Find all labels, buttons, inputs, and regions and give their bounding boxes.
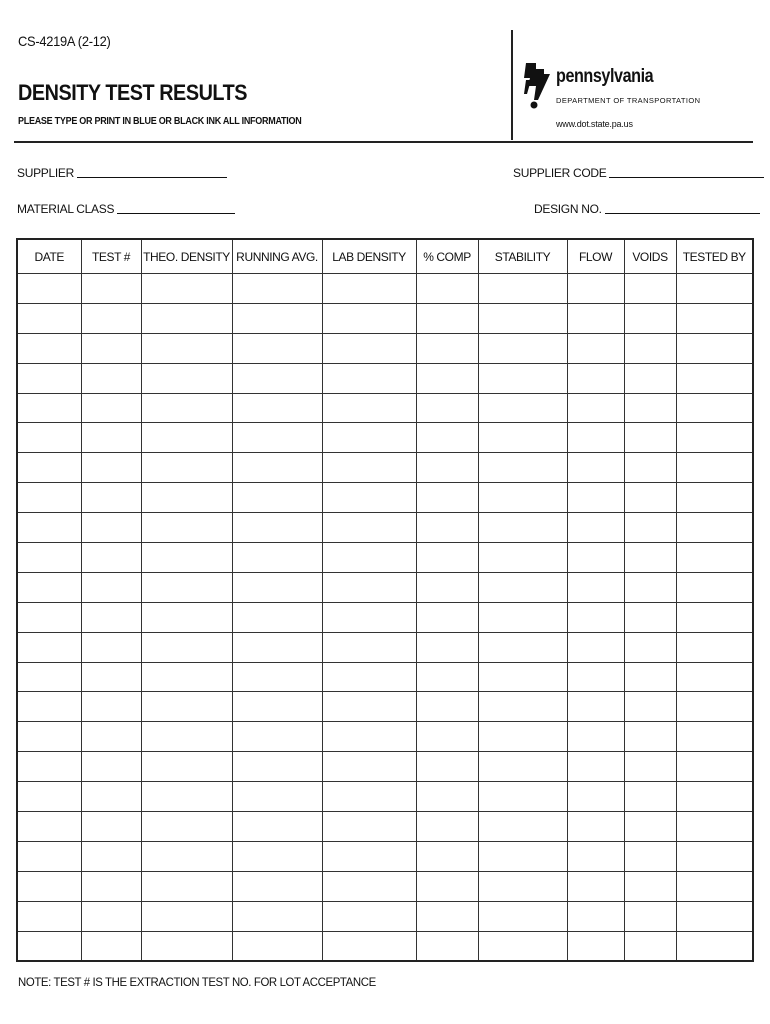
- table-cell[interactable]: [624, 393, 676, 423]
- table-cell[interactable]: [676, 333, 753, 363]
- table-row: [17, 483, 753, 513]
- table-cell[interactable]: [17, 543, 81, 573]
- table-cell[interactable]: [81, 363, 141, 393]
- table-cell[interactable]: [322, 782, 416, 812]
- table-cell[interactable]: [416, 632, 478, 662]
- table-cell[interactable]: [141, 333, 232, 363]
- table-cell[interactable]: [478, 572, 567, 602]
- table-cell[interactable]: [17, 752, 81, 782]
- table-cell[interactable]: [478, 632, 567, 662]
- table-cell[interactable]: [624, 901, 676, 931]
- table-cell[interactable]: [322, 363, 416, 393]
- table-cell[interactable]: [624, 423, 676, 453]
- table-cell[interactable]: [17, 423, 81, 453]
- table-cell[interactable]: [81, 572, 141, 602]
- table-cell[interactable]: [416, 393, 478, 423]
- table-row: [17, 572, 753, 602]
- table-row: [17, 543, 753, 573]
- table-cell[interactable]: [416, 513, 478, 543]
- density-test-table: [16, 238, 754, 962]
- table-cell[interactable]: [416, 483, 478, 513]
- table-cell[interactable]: [141, 274, 232, 304]
- design-no-input[interactable]: [605, 212, 760, 214]
- table-cell[interactable]: [567, 662, 624, 692]
- table-row: [17, 513, 753, 543]
- table-row: [17, 303, 753, 333]
- table-cell[interactable]: [81, 871, 141, 901]
- table-cell[interactable]: [624, 543, 676, 573]
- table-cell[interactable]: [478, 782, 567, 812]
- table-cell[interactable]: [141, 841, 232, 871]
- table-cell[interactable]: [624, 662, 676, 692]
- table-cell[interactable]: [141, 722, 232, 752]
- table-cell[interactable]: [567, 543, 624, 573]
- table-cell[interactable]: [81, 632, 141, 662]
- table-cell[interactable]: [141, 782, 232, 812]
- column-header: TESTED BY: [676, 239, 753, 274]
- table-cell[interactable]: [322, 513, 416, 543]
- table-cell[interactable]: [322, 901, 416, 931]
- table-cell[interactable]: [232, 333, 322, 363]
- table-cell[interactable]: [624, 572, 676, 602]
- table-cell[interactable]: [141, 393, 232, 423]
- supplier-code-label: SUPPLIER CODE: [513, 166, 607, 180]
- table-cell[interactable]: [81, 483, 141, 513]
- table-cell[interactable]: [322, 274, 416, 304]
- table-cell[interactable]: [17, 274, 81, 304]
- table-cell[interactable]: [416, 722, 478, 752]
- table-cell[interactable]: [17, 901, 81, 931]
- table-cell[interactable]: [416, 841, 478, 871]
- table-cell[interactable]: [624, 363, 676, 393]
- table-cell[interactable]: [416, 303, 478, 333]
- table-row: [17, 363, 753, 393]
- table-cell[interactable]: [17, 333, 81, 363]
- table-cell[interactable]: [478, 692, 567, 722]
- table-cell[interactable]: [141, 453, 232, 483]
- table-cell[interactable]: [322, 871, 416, 901]
- table-cell[interactable]: [322, 632, 416, 662]
- table-cell[interactable]: [141, 543, 232, 573]
- table-cell[interactable]: [567, 782, 624, 812]
- table-cell[interactable]: [141, 513, 232, 543]
- table-cell[interactable]: [17, 393, 81, 423]
- table-row: [17, 274, 753, 304]
- table-cell[interactable]: [81, 901, 141, 931]
- table-cell[interactable]: [17, 812, 81, 842]
- table-cell[interactable]: [676, 662, 753, 692]
- table-row: [17, 632, 753, 662]
- table-cell[interactable]: [478, 393, 567, 423]
- table-cell[interactable]: [17, 572, 81, 602]
- keystone-logo-icon: [522, 60, 552, 110]
- table-cell[interactable]: [81, 274, 141, 304]
- table-cell[interactable]: [624, 453, 676, 483]
- table-row: [17, 393, 753, 423]
- table-cell[interactable]: [567, 692, 624, 722]
- table-cell[interactable]: [567, 572, 624, 602]
- table-cell[interactable]: [676, 931, 753, 961]
- table-cell[interactable]: [416, 602, 478, 632]
- table-cell[interactable]: [141, 602, 232, 632]
- table-cell[interactable]: [478, 333, 567, 363]
- material-class-label: MATERIAL CLASS: [17, 202, 115, 216]
- logo-department: DEPARTMENT OF TRANSPORTATION: [556, 96, 701, 105]
- form-code: CS-4219A (2-12): [18, 33, 111, 49]
- table-cell[interactable]: [478, 931, 567, 961]
- table-cell[interactable]: [416, 812, 478, 842]
- table-cell[interactable]: [81, 782, 141, 812]
- table-cell[interactable]: [416, 363, 478, 393]
- table-cell[interactable]: [478, 602, 567, 632]
- table-cell[interactable]: [416, 423, 478, 453]
- table-cell[interactable]: [232, 363, 322, 393]
- table-cell[interactable]: [322, 812, 416, 842]
- table-cell[interactable]: [416, 871, 478, 901]
- table-cell[interactable]: [624, 841, 676, 871]
- table-cell[interactable]: [232, 871, 322, 901]
- table-cell[interactable]: [624, 602, 676, 632]
- table-cell[interactable]: [232, 572, 322, 602]
- table-cell[interactable]: [322, 453, 416, 483]
- table-row: [17, 871, 753, 901]
- table-row: [17, 752, 753, 782]
- table-row: [17, 812, 753, 842]
- logo-name: pennsylvania: [556, 66, 654, 87]
- table-cell[interactable]: [141, 423, 232, 453]
- table-cell[interactable]: [567, 812, 624, 842]
- supplier-field: [17, 166, 227, 180]
- table-cell[interactable]: [624, 752, 676, 782]
- table-cell[interactable]: [322, 423, 416, 453]
- table-cell[interactable]: [322, 931, 416, 961]
- supplier-code-input[interactable]: [609, 176, 764, 178]
- table-cell[interactable]: [81, 453, 141, 483]
- column-header: LAB DENSITY: [322, 239, 416, 274]
- table-cell[interactable]: [232, 453, 322, 483]
- table-cell[interactable]: [17, 363, 81, 393]
- table-cell[interactable]: [81, 812, 141, 842]
- instructions-text: PLEASE TYPE OR PRINT IN BLUE OR BLACK INK ALL INFORMATION: [18, 116, 302, 127]
- table-cell[interactable]: [478, 841, 567, 871]
- table-row: [17, 782, 753, 812]
- table-cell[interactable]: [17, 871, 81, 901]
- table-cell[interactable]: [141, 662, 232, 692]
- column-header: RUNNING AVG.: [232, 239, 322, 274]
- table-cell[interactable]: [141, 812, 232, 842]
- table-cell[interactable]: [17, 483, 81, 513]
- table-cell[interactable]: [478, 722, 567, 752]
- design-no-field: [534, 202, 760, 216]
- table-cell[interactable]: [567, 483, 624, 513]
- table-cell[interactable]: [81, 543, 141, 573]
- supplier-input[interactable]: [77, 176, 227, 178]
- table-cell[interactable]: [322, 303, 416, 333]
- table-cell[interactable]: [676, 363, 753, 393]
- table-cell[interactable]: [676, 692, 753, 722]
- table-cell[interactable]: [81, 692, 141, 722]
- table-cell[interactable]: [17, 303, 81, 333]
- table-cell[interactable]: [624, 632, 676, 662]
- table-cell[interactable]: [232, 543, 322, 573]
- table-cell[interactable]: [81, 423, 141, 453]
- table-cell[interactable]: [322, 602, 416, 632]
- table-cell[interactable]: [141, 901, 232, 931]
- table-cell[interactable]: [676, 782, 753, 812]
- table-cell[interactable]: [232, 752, 322, 782]
- table-cell[interactable]: [676, 543, 753, 573]
- table-cell[interactable]: [676, 632, 753, 662]
- table-cell[interactable]: [624, 871, 676, 901]
- table-cell[interactable]: [624, 722, 676, 752]
- table-cell[interactable]: [17, 632, 81, 662]
- table-cell[interactable]: [17, 782, 81, 812]
- table-row: [17, 602, 753, 632]
- table-row: [17, 901, 753, 931]
- table-cell[interactable]: [416, 453, 478, 483]
- column-header: THEO. DENSITY: [141, 239, 232, 274]
- table-cell[interactable]: [478, 901, 567, 931]
- column-header: TEST #: [81, 239, 141, 274]
- table-row: [17, 841, 753, 871]
- table-cell[interactable]: [81, 303, 141, 333]
- table-row: [17, 931, 753, 961]
- table-cell[interactable]: [232, 662, 322, 692]
- table-cell[interactable]: [624, 333, 676, 363]
- table-cell[interactable]: [676, 393, 753, 423]
- table-row: [17, 662, 753, 692]
- table-cell[interactable]: [567, 841, 624, 871]
- table-cell[interactable]: [478, 752, 567, 782]
- table-cell[interactable]: [567, 393, 624, 423]
- table-cell[interactable]: [478, 274, 567, 304]
- table-cell[interactable]: [567, 274, 624, 304]
- table-cell[interactable]: [141, 752, 232, 782]
- table-cell[interactable]: [416, 901, 478, 931]
- table-cell[interactable]: [141, 572, 232, 602]
- table-cell[interactable]: [232, 483, 322, 513]
- table-cell[interactable]: [322, 483, 416, 513]
- table-cell[interactable]: [478, 871, 567, 901]
- table-cell[interactable]: [17, 841, 81, 871]
- table-cell[interactable]: [81, 722, 141, 752]
- table-cell[interactable]: [416, 752, 478, 782]
- table-cell[interactable]: [676, 722, 753, 752]
- table-cell[interactable]: [322, 752, 416, 782]
- table-cell[interactable]: [232, 782, 322, 812]
- table-cell[interactable]: [232, 722, 322, 752]
- table-cell[interactable]: [322, 692, 416, 722]
- table-cell[interactable]: [232, 513, 322, 543]
- table-cell[interactable]: [232, 692, 322, 722]
- table-cell[interactable]: [624, 782, 676, 812]
- table-cell[interactable]: [624, 812, 676, 842]
- table-cell[interactable]: [416, 692, 478, 722]
- table-cell[interactable]: [141, 632, 232, 662]
- footer-note: NOTE: TEST # IS THE EXTRACTION TEST NO. FOR LOT ACCEPTANCE: [18, 975, 376, 989]
- table-cell[interactable]: [567, 363, 624, 393]
- table-cell[interactable]: [232, 901, 322, 931]
- table-cell[interactable]: [478, 453, 567, 483]
- table-cell[interactable]: [232, 931, 322, 961]
- table-row: [17, 722, 753, 752]
- table-cell[interactable]: [478, 483, 567, 513]
- table-header-row: [17, 239, 753, 274]
- table-cell[interactable]: [676, 274, 753, 304]
- design-no-label: DESIGN NO.: [534, 202, 602, 216]
- table-cell[interactable]: [232, 423, 322, 453]
- page-title: DENSITY TEST RESULTS: [18, 80, 248, 105]
- table-cell[interactable]: [322, 572, 416, 602]
- table-cell[interactable]: [478, 303, 567, 333]
- table-cell[interactable]: [478, 423, 567, 453]
- table-cell[interactable]: [478, 543, 567, 573]
- table-cell[interactable]: [416, 782, 478, 812]
- table-cell[interactable]: [676, 513, 753, 543]
- material-class-field: [17, 202, 235, 216]
- table-cell[interactable]: [232, 393, 322, 423]
- table-cell[interactable]: [478, 812, 567, 842]
- table-row: [17, 692, 753, 722]
- table-cell[interactable]: [141, 483, 232, 513]
- table-cell[interactable]: [17, 662, 81, 692]
- table-cell[interactable]: [232, 602, 322, 632]
- header-vertical-divider: [511, 30, 513, 140]
- column-header: % COMP: [416, 239, 478, 274]
- table-cell[interactable]: [676, 841, 753, 871]
- table-cell[interactable]: [322, 333, 416, 363]
- table-cell[interactable]: [81, 333, 141, 363]
- table-cell[interactable]: [81, 662, 141, 692]
- table-cell[interactable]: [478, 363, 567, 393]
- table-cell[interactable]: [81, 752, 141, 782]
- table-cell[interactable]: [141, 871, 232, 901]
- table-cell[interactable]: [81, 841, 141, 871]
- table-cell[interactable]: [676, 453, 753, 483]
- header-horizontal-divider: [14, 141, 753, 143]
- table-cell[interactable]: [17, 722, 81, 752]
- table-cell[interactable]: [232, 632, 322, 662]
- table-cell[interactable]: [81, 513, 141, 543]
- table-cell[interactable]: [567, 303, 624, 333]
- table-cell[interactable]: [676, 812, 753, 842]
- supplier-code-field: [513, 166, 764, 180]
- table-row: [17, 333, 753, 363]
- table-cell[interactable]: [141, 692, 232, 722]
- table-cell[interactable]: [567, 513, 624, 543]
- table-cell[interactable]: [322, 722, 416, 752]
- table-cell[interactable]: [141, 931, 232, 961]
- table-cell[interactable]: [478, 662, 567, 692]
- table-cell[interactable]: [478, 513, 567, 543]
- table-cell[interactable]: [676, 423, 753, 453]
- table-cell[interactable]: [17, 453, 81, 483]
- table-cell[interactable]: [17, 602, 81, 632]
- table-cell[interactable]: [416, 543, 478, 573]
- material-class-input[interactable]: [117, 212, 235, 214]
- table-cell[interactable]: [17, 513, 81, 543]
- table-cell[interactable]: [416, 572, 478, 602]
- table-cell[interactable]: [81, 931, 141, 961]
- table-cell[interactable]: [416, 274, 478, 304]
- table-cell[interactable]: [624, 513, 676, 543]
- table-cell[interactable]: [567, 752, 624, 782]
- table-cell[interactable]: [676, 483, 753, 513]
- table-cell[interactable]: [624, 692, 676, 722]
- table-cell[interactable]: [232, 303, 322, 333]
- table-cell[interactable]: [624, 303, 676, 333]
- table-cell[interactable]: [676, 752, 753, 782]
- table-cell[interactable]: [416, 931, 478, 961]
- column-header: FLOW: [567, 239, 624, 274]
- table-cell[interactable]: [676, 572, 753, 602]
- table-cell[interactable]: [141, 303, 232, 333]
- table-cell[interactable]: [567, 931, 624, 961]
- table-cell[interactable]: [567, 602, 624, 632]
- table-cell[interactable]: [676, 871, 753, 901]
- table-cell[interactable]: [567, 722, 624, 752]
- table-cell[interactable]: [567, 453, 624, 483]
- table-cell[interactable]: [567, 901, 624, 931]
- table-cell[interactable]: [567, 423, 624, 453]
- table-cell[interactable]: [232, 274, 322, 304]
- table-cell[interactable]: [416, 333, 478, 363]
- table-cell[interactable]: [567, 871, 624, 901]
- table-cell[interactable]: [232, 812, 322, 842]
- table-cell[interactable]: [81, 393, 141, 423]
- table-cell[interactable]: [322, 393, 416, 423]
- table-cell[interactable]: [17, 931, 81, 961]
- table-cell[interactable]: [567, 333, 624, 363]
- table-cell[interactable]: [624, 931, 676, 961]
- table-row: [17, 423, 753, 453]
- logo-url: www.dot.state.pa.us: [556, 119, 633, 129]
- table-cell[interactable]: [141, 363, 232, 393]
- table-cell[interactable]: [567, 632, 624, 662]
- table-cell[interactable]: [232, 841, 322, 871]
- table-cell[interactable]: [81, 602, 141, 632]
- table-cell[interactable]: [676, 303, 753, 333]
- column-header: VOIDS: [624, 239, 676, 274]
- table-cell[interactable]: [624, 274, 676, 304]
- table-row: [17, 453, 753, 483]
- table-cell[interactable]: [17, 692, 81, 722]
- table-cell[interactable]: [676, 602, 753, 632]
- table-cell[interactable]: [322, 841, 416, 871]
- column-header: DATE: [17, 239, 81, 274]
- table-cell[interactable]: [416, 662, 478, 692]
- supplier-label: SUPPLIER: [17, 166, 74, 180]
- table-cell[interactable]: [322, 662, 416, 692]
- table-cell[interactable]: [624, 483, 676, 513]
- table-cell[interactable]: [676, 901, 753, 931]
- table-cell[interactable]: [322, 543, 416, 573]
- column-header: STABILITY: [478, 239, 567, 274]
